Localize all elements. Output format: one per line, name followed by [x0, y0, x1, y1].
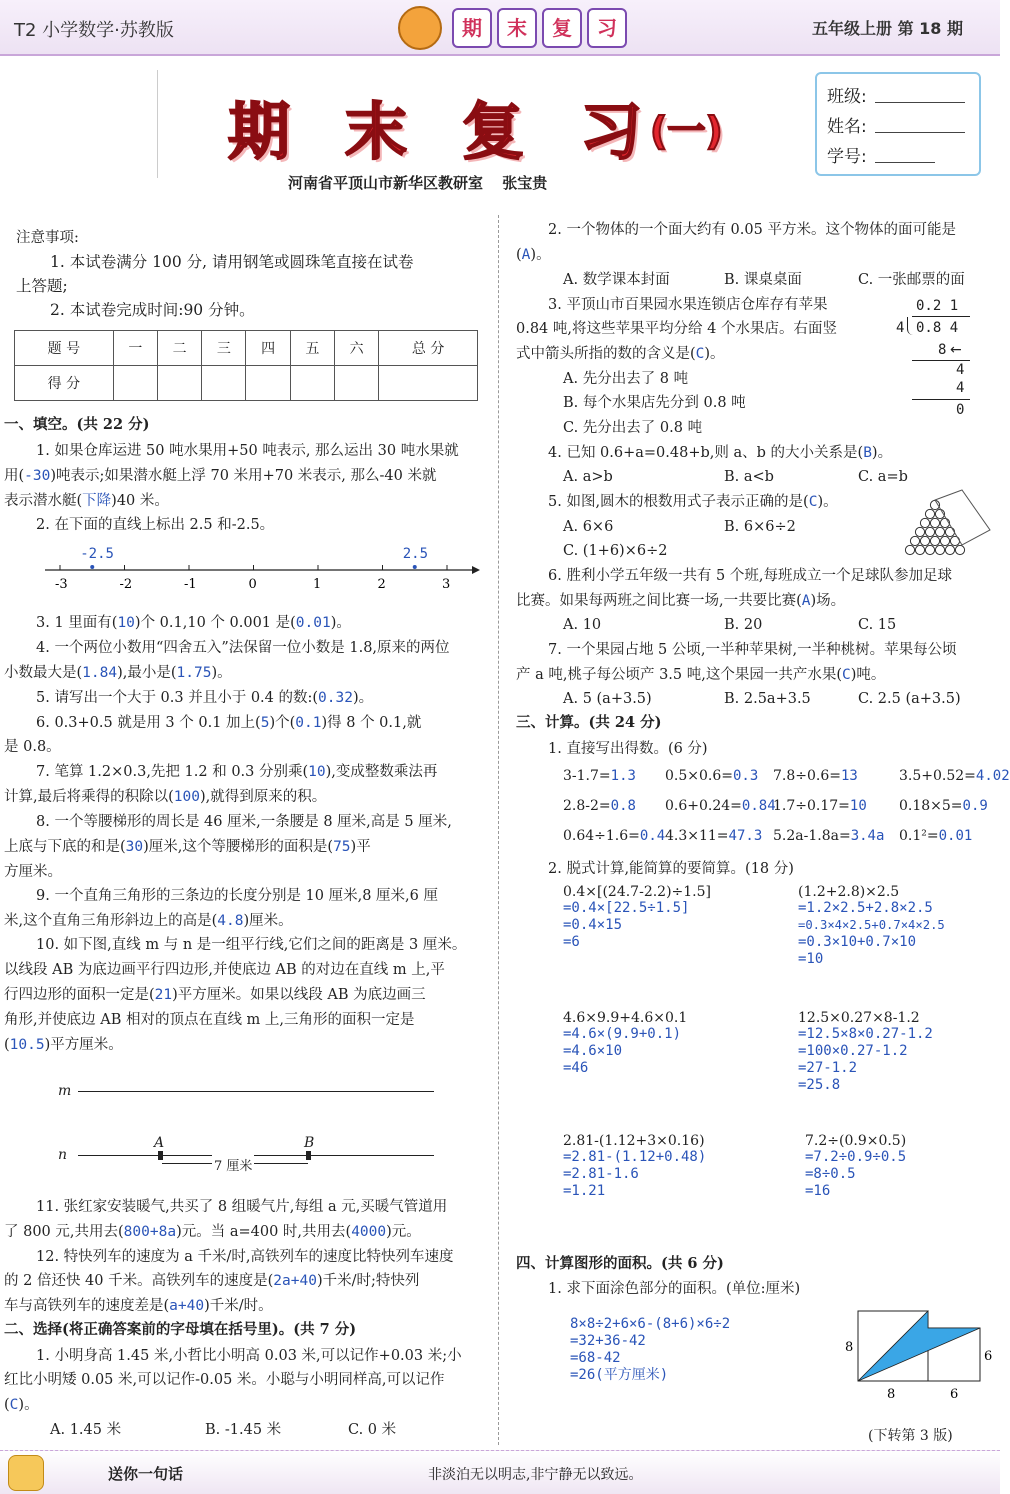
- score-head: 三: [202, 331, 246, 366]
- author-unit: 河南省平顶山市新华区教研室: [288, 174, 484, 192]
- number-line-mark-label: -2.5: [80, 546, 114, 562]
- footer-label: 送你一句话: [108, 1465, 184, 1483]
- expr-step: =7.2÷0.9÷0.5: [805, 1149, 907, 1165]
- s1-q10-line3: 行四边形的面积一定是(21)平方厘米。如果以线段 AB 为底边画三: [4, 987, 426, 1003]
- s2-q5: 5. 如图,圆木的根数用式子表示正确的是(C)。: [548, 494, 838, 510]
- answer: 4.8: [217, 913, 244, 929]
- answer: C: [808, 494, 818, 510]
- answer: 0.1: [295, 715, 322, 731]
- answer: 5: [260, 715, 270, 731]
- s2-q1-line2: 红比小明矮 0.05 米,可以记作-0.05 米。小聪与小明同样高,可以记作: [4, 1372, 445, 1388]
- answer: 1.84: [82, 665, 118, 681]
- expr-question: 4.6×9.9+4.6×0.1: [563, 1010, 688, 1026]
- answer: 10: [849, 798, 867, 814]
- section-3-title: 三、计算。(共 24 分): [516, 714, 662, 731]
- oral-item: [665, 798, 776, 814]
- number-line-tick-label: 0: [248, 577, 257, 592]
- score-row-label: 得 分: [15, 366, 114, 401]
- area-step: =26(平方厘米): [570, 1367, 669, 1383]
- score-head: 六: [334, 331, 378, 366]
- oral-question: 7.8÷0.6=: [773, 768, 841, 784]
- oral-question: 1.7÷0.17=: [773, 798, 850, 814]
- answer: 0.32: [318, 690, 353, 706]
- oral-item: [773, 768, 858, 784]
- oral-item: [665, 768, 758, 784]
- line-n: [78, 1155, 434, 1156]
- expr-step: =1.2×2.5+2.8×2.5: [798, 900, 933, 916]
- s2-q6-opt-a: A. 10: [563, 617, 602, 633]
- number-line-tick-label: -2: [119, 577, 133, 592]
- answer: 0.8: [610, 798, 636, 814]
- bottom-label-6: 6: [950, 1387, 959, 1402]
- s2-q3-opt-a: A. 先分出去了 8 吨: [563, 371, 689, 387]
- s2-q4: 4. 已知 0.6+a=0.48+b,则 a、b 的大小关系是(B)。: [548, 445, 893, 461]
- area-step: 8×8÷2+6×6-(8+6)×6÷2: [570, 1316, 731, 1332]
- section-1-title: 一、填空。(共 22 分): [4, 416, 150, 433]
- expr-question: 7.2÷(0.9×0.5): [805, 1133, 907, 1149]
- score-head: 一: [113, 331, 157, 366]
- label-A: A: [154, 1135, 165, 1151]
- title-char-3: 复: [462, 95, 525, 168]
- s1-q1-line2: 用(-30)吨表示;如果潜水艇上浮 70 米用+70 米表示, 那么-40 米就: [4, 468, 437, 484]
- answer: 3.4a: [850, 828, 885, 844]
- answer: 1.75: [176, 665, 212, 681]
- oral-item: [563, 798, 636, 814]
- answer: 30: [125, 839, 144, 855]
- answer: C: [842, 667, 851, 683]
- answer: 10: [308, 764, 326, 780]
- expr-step: =1.21: [563, 1183, 606, 1199]
- division-rule: [912, 360, 970, 361]
- answer: C: [695, 346, 705, 362]
- s2-q7-line2: 产 a 吨,桃子每公顷产 3.5 吨,这个果园一共产水果(C)吨。: [516, 667, 886, 683]
- number-line-mark-label: 2.5: [402, 546, 429, 562]
- s2-q3-opt-b: B. 每个水果店先分到 0.8 吨: [563, 395, 746, 411]
- s2-q1-opt-a: A. 1.45 米: [50, 1422, 122, 1438]
- s1-q10-line5: (10.5)平方厘米。: [4, 1037, 123, 1053]
- log-end: [935, 545, 944, 554]
- expr-step: =27-1.2: [798, 1060, 858, 1076]
- s1-q10-line4: 角形,并使底边 AB 相对的顶点在直线 m 上,三角形的面积一定是: [4, 1012, 415, 1028]
- class-line[interactable]: [875, 102, 965, 103]
- s2-q1-line1: 1. 小明身高 1.45 米,小哲比小明高 0.03 米,可以记作+0.03 米;小: [36, 1348, 462, 1364]
- oral-item: [563, 768, 636, 784]
- s1-q9-line1: 9. 一个直角三角形的三条边的长度分别是 10 厘米,8 厘米,6 厘: [36, 888, 438, 904]
- score-head: 二: [157, 331, 201, 366]
- s2-q3-line1: 3. 平顶山市百果园水果连锁店仓库存有苹果: [548, 297, 828, 313]
- giraffe-icon: [8, 1455, 44, 1491]
- log-end: [930, 536, 939, 545]
- s2-q3-line3: 式中箭头所指的数的含义是(C)。: [516, 346, 725, 362]
- s1-q5: 5. 请写出一个大于 0.3 并且小于 0.4 的数:(0.32)。: [36, 690, 374, 706]
- s2-q6-line1: 6. 胜利小学五年级一共有 5 个班,每班成立一个足球队参加足球: [548, 568, 952, 584]
- remainder: 0: [956, 402, 965, 418]
- s2-q3-opt-c: C. 先分出去了 0.8 吨: [563, 420, 703, 436]
- s2-q7-opt-a: A. 5 (a+3.5): [563, 691, 652, 707]
- notice-title: 注意事项:: [16, 230, 79, 246]
- oral-item: [899, 828, 972, 844]
- top-banner: [0, 0, 1000, 56]
- log-end: [925, 527, 934, 536]
- score-cell[interactable]: [246, 366, 290, 401]
- s2-q7-opt-b: B. 2.5a+3.5: [724, 691, 811, 707]
- division-bracket: [907, 317, 913, 335]
- s2-q2-line2: (A)。: [516, 247, 551, 263]
- s2-q6-opt-b: B. 20: [724, 617, 763, 633]
- s1-q8-line2: 上底与下底的和是(30)厘米,这个等腰梯形的面积是(75)平: [4, 839, 371, 855]
- s2-q5-opt-a: A. 6×6: [563, 519, 614, 535]
- oral-item: [899, 798, 988, 814]
- log-end: [945, 527, 954, 536]
- section-2-title: 二、选择(将正确答案前的字母填在括号里)。(共 7 分): [4, 1321, 357, 1338]
- oral-item: [773, 798, 867, 814]
- banner-tile-4: 习: [587, 8, 627, 48]
- s4-q1: 1. 求下面涂色部分的面积。(单位:厘米): [548, 1281, 801, 1297]
- length-label: 7 厘米: [212, 1155, 254, 1174]
- answer: 2a+40: [273, 1273, 317, 1289]
- title-suffix: (一): [650, 109, 723, 153]
- dividend: 0.8 4: [916, 320, 959, 336]
- notice-line-1: 1. 本试卷满分 100 分, 请用钢笔或圆珠笔直接在试卷: [50, 253, 414, 271]
- divisor: 4: [896, 320, 905, 336]
- name-label: 姓名:: [827, 117, 867, 137]
- log-end: [915, 545, 924, 554]
- notice-line-3: 2. 本试卷完成时间:90 分钟。: [50, 301, 255, 319]
- s2-q2-line1: 2. 一个物体的一个面大约有 0.05 平方米。这个物体的面可能是: [548, 222, 956, 238]
- number-line-tick-label: -1: [184, 577, 197, 592]
- log-end: [935, 527, 944, 536]
- s1-q12-line2: 的 2 倍还快 40 千米。高铁列车的速度是(2a+40)千米/时;特快列: [4, 1273, 420, 1289]
- answer: 0.84: [741, 798, 776, 814]
- answer: 10: [117, 615, 135, 631]
- seal-image: [8, 70, 158, 178]
- oral-question: 0.6+0.24=: [665, 798, 742, 814]
- expr-step: =25.8: [798, 1077, 841, 1093]
- step-4b: 4: [956, 380, 965, 396]
- title-char-4: 习: [580, 95, 643, 168]
- oral-calc-grid: [563, 768, 1010, 858]
- calc-block-3: [563, 1010, 783, 1077]
- next-page-note: (下转第 3 版): [868, 1428, 953, 1444]
- answer: -30: [24, 468, 51, 484]
- score-cell[interactable]: [290, 366, 334, 401]
- division-rule: [912, 399, 970, 400]
- expr-step: =6: [563, 934, 580, 950]
- answer: 0.01: [938, 828, 973, 844]
- side-label-8: 8: [845, 1340, 854, 1355]
- name-line[interactable]: [875, 132, 965, 133]
- s2-q6-opt-c: C. 15: [858, 617, 897, 633]
- score-head: 总 分: [379, 331, 478, 366]
- expr-question: 2.81-(1.12+3×0.16): [563, 1133, 705, 1149]
- oral-question: 5.2a-1.8a=: [773, 828, 851, 844]
- s1-q7-line2: 计算,最后将乘得的积除以(100),就得到原来的积。: [4, 789, 327, 805]
- oral-question: 0.18×5=: [899, 798, 963, 814]
- calc-block-1: [563, 884, 783, 951]
- s1-q8-line1: 8. 一个等腰梯形的周长是 46 厘米,一条腰是 8 厘米,高是 5 厘米,: [36, 814, 452, 830]
- log-end: [925, 509, 934, 518]
- parallel-lines-figure: [50, 1075, 450, 1185]
- s2-q5-opt-b: B. 6×6÷2: [724, 519, 796, 535]
- answer: 0.9: [962, 798, 988, 814]
- expr-step: =0.4×15: [563, 917, 623, 933]
- answer: 800+8a: [123, 1224, 177, 1240]
- expr-step: =2.81-(1.12+0.48): [563, 1149, 707, 1165]
- log-end: [940, 536, 949, 545]
- calc-block-4: [798, 1010, 1000, 1094]
- expr-step: =100×0.27-1.2: [798, 1043, 908, 1059]
- oral-item: [899, 768, 1010, 784]
- step-4a: 4: [956, 362, 965, 378]
- answer: A: [801, 593, 811, 609]
- number-line-mark: [90, 565, 94, 569]
- answer: 下降: [82, 493, 112, 509]
- log-end: [910, 536, 919, 545]
- s1-q7-line1: 7. 笔算 1.2×0.3,先把 1.2 和 0.3 分别乘(10),变成整数乘法再: [36, 764, 438, 780]
- oral-question: 0.64÷1.6=: [563, 828, 640, 844]
- calc-block-5: [563, 1133, 783, 1200]
- oral-item: [773, 828, 884, 844]
- area-step: =68-42: [570, 1350, 621, 1366]
- calc-block-2: [798, 884, 1000, 968]
- score-cell[interactable]: [202, 366, 246, 401]
- point-B: [306, 1151, 311, 1160]
- answer: 0.3: [733, 768, 759, 784]
- expr-step: =0.3×4×2.5+0.7×4×2.5: [798, 918, 945, 932]
- footer-quote: 非淡泊无以明志,非宁静无以致远。: [428, 1467, 643, 1483]
- oral-question: 4.3×11=: [665, 828, 729, 844]
- bottom-label-8: 8: [887, 1387, 896, 1402]
- student-info-box: [815, 72, 981, 176]
- shaded-area-figure: [840, 1306, 998, 1406]
- log-end: [925, 545, 934, 554]
- s1-q8-line3: 方厘米。: [4, 864, 62, 880]
- banner-tile-1: 期: [452, 8, 492, 48]
- score-head: 五: [290, 331, 334, 366]
- long-division: [890, 296, 985, 424]
- s3-q2: 2. 脱式计算,能简算的要简算。(18 分): [548, 861, 794, 877]
- answer: 1.3: [610, 768, 636, 784]
- answer: 13: [841, 768, 858, 784]
- oral-question: 3.5+0.52=: [899, 768, 976, 784]
- s1-q1-line1: 1. 如果仓库运进 50 吨水果用+50 吨表示, 那么运出 30 吨水果就: [36, 443, 459, 459]
- number-line-tick-label: -3: [55, 577, 68, 592]
- answer: a+40: [169, 1298, 205, 1314]
- class-label: 班级:: [827, 87, 867, 107]
- answer: 47.3: [728, 828, 763, 844]
- expr-step: =2.81-1.6: [563, 1166, 639, 1182]
- number-line: [40, 540, 480, 595]
- number-line-mark: [413, 565, 417, 569]
- oral-question: 3-1.7=: [563, 768, 611, 784]
- s1-q1-line3: 表示潜水艇(下降)40 米。: [4, 493, 169, 509]
- label-m: m: [58, 1083, 72, 1099]
- title-char-1: 期: [228, 95, 291, 168]
- section-4-title: 四、计算图形的面积。(共 6 分): [516, 1255, 724, 1272]
- s1-q6-line2: 是 0.8。: [4, 739, 61, 755]
- score-head: 题 号: [15, 331, 114, 366]
- column-divider: [498, 215, 499, 1445]
- arrow-left-icon: ←: [950, 342, 962, 358]
- footer-bar: [0, 1450, 1000, 1494]
- score-cell[interactable]: [334, 366, 378, 401]
- s2-q4-opt-c: C. a=b: [858, 469, 908, 485]
- oral-item: [563, 828, 665, 844]
- log-end: [945, 545, 954, 554]
- log-end: [955, 545, 964, 554]
- score-head: 四: [246, 331, 290, 366]
- s2-q2-opt-c: C. 一张邮票的面: [858, 272, 965, 288]
- number-label: 学号:: [827, 147, 867, 167]
- s2-q2-opt-b: B. 课桌桌面: [724, 272, 802, 288]
- answer: 21: [154, 987, 173, 1003]
- answer: A: [521, 247, 531, 263]
- score-cell[interactable]: [157, 366, 201, 401]
- number-line-tick-label: 2: [377, 577, 386, 592]
- division-bar: [912, 316, 970, 317]
- answer: B: [863, 445, 872, 461]
- log-end: [905, 545, 914, 554]
- area-step: =32+36-42: [570, 1333, 646, 1349]
- expr-step: =16: [805, 1183, 831, 1199]
- author-name: 张宝贵: [502, 174, 548, 192]
- calc-block-6: [805, 1133, 1000, 1200]
- expr-step: =4.6×(9.9+0.1): [563, 1026, 682, 1042]
- s3-q1: 1. 直接写出得数。(6 分): [548, 741, 708, 757]
- s1-q4-line1: 4. 一个两位小数用“四舍五入”法保留一位小数是 1.8,原来的两位: [36, 640, 450, 656]
- s1-q11-line2: 了 800 元,共用去(800+8a)元。当 a=400 时,共用去(4000)元。: [4, 1224, 421, 1240]
- s2-q4-opt-a: A. a>b: [563, 469, 613, 485]
- s2-q4-opt-b: B. a<b: [724, 469, 774, 485]
- s2-q1-opt-c: C. 0 米: [348, 1422, 397, 1438]
- line-m: [78, 1091, 434, 1092]
- answer: 0.4: [639, 828, 666, 844]
- number-line-tick-label: 1: [313, 577, 322, 592]
- title-char-2: 末: [345, 95, 408, 168]
- notice-line-2: 上答题;: [16, 277, 68, 295]
- s1-q4-line2: 小数最大是(1.84),最小是(1.75)。: [4, 665, 232, 681]
- expr-step: =8÷0.5: [805, 1166, 856, 1182]
- step-8: 8: [938, 342, 947, 358]
- s1-q9-line2: 米,这个直角三角形斜边上的高是(4.8)厘米。: [4, 913, 293, 929]
- s1-q6-line1: 6. 0.3+0.5 就是用 3 个 0.1 加上(5)个(0.1)得 8 个 0.1,就: [36, 715, 422, 731]
- answer: C: [9, 1397, 19, 1413]
- log-end: [920, 536, 929, 545]
- expr-step: =46: [563, 1060, 589, 1076]
- label-B: B: [304, 1135, 315, 1151]
- expr-question: 0.4×[(24.7-2.2)÷1.5]: [563, 884, 712, 900]
- number-line-tick-label: 3: [442, 577, 451, 592]
- oral-question: 0.5×0.6=: [665, 768, 733, 784]
- log-end: [920, 518, 929, 527]
- answer: 4.02: [975, 768, 1010, 784]
- label-n: n: [58, 1147, 68, 1163]
- oral-item: [665, 828, 762, 844]
- s1-q3: 3. 1 里面有(10)个 0.1,10 个 0.001 是(0.01)。: [36, 615, 351, 631]
- s1-q11-line1: 11. 张红家安装暖气,共买了 8 组暖气片,每组 a 元,买暖气管道用: [36, 1199, 448, 1215]
- answer: 0.01: [295, 615, 331, 631]
- expr-step: =4.6×10: [563, 1043, 623, 1059]
- answer: 10.5: [9, 1037, 45, 1053]
- s1-q2: 2. 在下面的直线上标出 2.5 和-2.5。: [36, 517, 275, 533]
- s1-q10-line2: 以线段 AB 为底边画平行四边形,并使底边 AB 的对边在直线 m 上,平: [4, 962, 445, 978]
- answer: 4000: [351, 1224, 387, 1240]
- log-end: [930, 518, 939, 527]
- s2-q1-line3: (C)。: [4, 1397, 39, 1413]
- log-end: [915, 527, 924, 536]
- author-line: [288, 172, 547, 193]
- s2-q3-line2: 0.84 吨,将这些苹果平均分给 4 个水果店。右面竖: [516, 321, 837, 337]
- logs-pile-figure: [900, 490, 990, 556]
- s1-q12-line1: 12. 特快列车的速度为 a 千米/时,高铁列车的速度比特快列车速度: [36, 1249, 454, 1265]
- s2-q2-opt-a: A. 数学课本封面: [563, 272, 670, 288]
- issue-info: 五年级上册 第 18 期: [812, 19, 963, 38]
- number-line[interactable]: [875, 162, 935, 163]
- expr-step: =12.5×8×0.27-1.2: [798, 1026, 933, 1042]
- expr-step: =0.3×10+0.7×10: [798, 934, 917, 950]
- quotient: 0.2 1: [916, 298, 959, 314]
- point-A: [158, 1151, 163, 1160]
- expr-step: =10: [798, 951, 824, 967]
- s1-q10-line1: 10. 如下图,直线 m 与 n 是一组平行线,它们之间的距离是 3 厘米。: [36, 937, 467, 953]
- paper-name: T2 小学数学·苏教版: [14, 20, 174, 41]
- side-label-6: 6: [984, 1349, 993, 1364]
- area-solution: [570, 1316, 850, 1384]
- s2-q1-opt-b: B. -1.45 米: [205, 1422, 282, 1438]
- s2-q7-opt-c: C. 2.5 (a+3.5): [858, 691, 961, 707]
- expr-step: =0.4×[22.5÷1.5]: [563, 900, 690, 916]
- score-cell[interactable]: [113, 366, 157, 401]
- score-table: [14, 330, 478, 401]
- mascot-icon: [398, 6, 442, 50]
- s2-q5-opt-c: C. (1+6)×6÷2: [563, 543, 668, 559]
- answer: 75: [333, 839, 351, 855]
- expr-question: (1.2+2.8)×2.5: [798, 884, 900, 900]
- score-cell[interactable]: [379, 366, 478, 401]
- answer: 100: [173, 789, 200, 805]
- oral-question: 2.8-2=: [563, 798, 611, 814]
- s2-q7-line1: 7. 一个果园占地 5 公顷,一半种苹果树,一半种桃树。苹果每公顷: [548, 642, 957, 658]
- banner-tile-2: 末: [497, 8, 537, 48]
- oral-question: 0.1²=: [899, 828, 939, 844]
- s2-q6-line2: 比赛。如果每两班之间比赛一场,一共要比赛(A)场。: [516, 593, 846, 609]
- s1-q12-line3: 车与高铁列车的速度差是(a+40)千米/时。: [4, 1298, 273, 1314]
- expr-question: 12.5×0.27×8-1.2: [798, 1010, 920, 1026]
- banner-tile-3: 复: [542, 8, 582, 48]
